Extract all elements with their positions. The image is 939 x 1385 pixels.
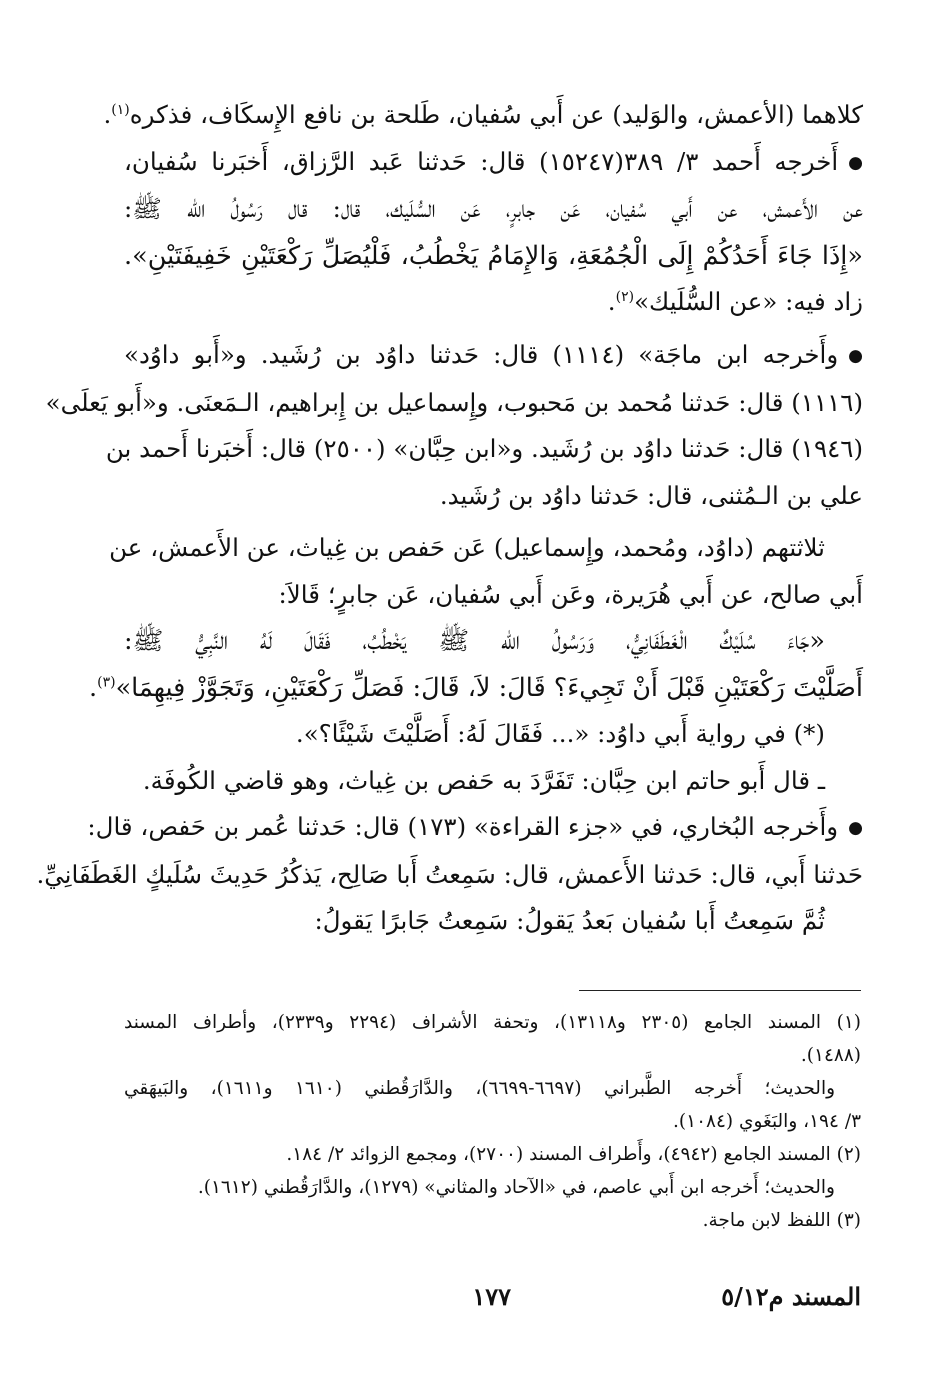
hadith-line: «جَاءَ سُلَيْكٌ الْغَطَفَانِيُّ، وَرَسُولُ الله ﷺ يَخْطُبُ، فَقَالَ لَهُ النَّبِيُّ ﷺ:: [124, 626, 825, 656]
main-text: [36, 92, 864, 945]
text-run: زاد فيه: «عن السُّلَيك»: [634, 287, 863, 317]
footnote-line: ٣/ ١٩٤، والبَغَوي (١٠٨٤).: [673, 1111, 861, 1132]
footnote-ref[interactable]: (٣): [97, 674, 116, 690]
text-line: ـ قال أَبو حاتم ابن حِبَّان: تَفَرَّدَ به حَفص بن غِياث، وهو قاضي الكُوفَة.: [142, 765, 825, 795]
footnote-separator: [579, 990, 861, 991]
bullet-icon: ●: [848, 152, 864, 173]
footnote-line: والحديث؛ أَخرجه الطَّبراني (٦٦٩٧-٦٦٩٩)، والدَّارَقُطني (١٦١٠ و١٦١١)، والبَيهَقي: [124, 1078, 836, 1099]
page-number: ١٧٧: [472, 1282, 511, 1311]
footnote-ref[interactable]: (٢): [615, 289, 635, 306]
footnote-line: والحديث؛ أَخرجه ابن أَبي عاصم، في «الآحاد والمثاني» (١٢٧٩)، والدَّارَقُطني (١٦١٢).: [197, 1177, 835, 1198]
text-line: (١٩٤٦) قال: حَدثنا داوُد بن رُشَيد. و«ابن حِبَّان» (٢٥٠٠) قال: أَخبَرنا أَحمد بن: [105, 434, 863, 463]
text-line: حَدثنا أَبي، قال: حَدثنا الأَعمش، قال: سَمِعتُ أَبا صَالِح، يَذكُرُ حَدِيثَ سُلَيكٍ الغَطَفَانِيِّ.: [36, 859, 863, 889]
text-line: [124, 332, 863, 380]
text-line: عن الأَعمش، عن أَبي سُفيان، عَن جابرٍ، عَن السُّلَيك، قال: قال رَسُولُ الله ﷺ:: [124, 194, 863, 224]
text-run: وأَخرجه ابن ماجَة» (١١١٤) قال: حَدثنا داوُد بن رُشَيد. و«أَبو داوُد»: [124, 339, 839, 369]
footnote-line: (٢) المسند الجامع (٤٩٤٢)، وأَطراف المسند (٢٧٠٠)، ومجمع الزوائد ٢/ ١٨٤.: [286, 1144, 861, 1165]
footnote-line: (١٤٨٨).: [800, 1045, 861, 1066]
signature-mark: المسند م٥/١٢: [721, 1282, 861, 1311]
text-run: أَخرجه أَحمد ٣/ ٣٨٩(١٥٢٤٧) قال: حَدثنا عَبد الرَّزاق، أَخبَرنا سُفيان،: [124, 146, 839, 176]
footnote-line: (١) المسند الجامع (٢٣٠٥ و١٣١١٨)، وتحفة الأشراف (٢٢٩٤ و٢٣٣٩)، وأطراف المسند: [124, 1012, 861, 1033]
text-run: أَصَلَّيْتَ رَكْعَتَيْنِ قَبْلَ أَنْ تَجِيءَ؟ قَالَ: لاَ، قَالَ: فَصَلِّ رَكْعَتَيْنِ، وَتَجَوَّزْ فِيهِمَا»: [115, 672, 863, 703]
footnote-ref[interactable]: (١): [111, 101, 130, 118]
text-line: (*) في رواية أَبي داوُد: «... فَقَالَ لَهُ: أَصَلَّيْتَ شَيْئًا؟».: [295, 719, 825, 748]
page-footer: [124, 1282, 861, 1322]
text-line: [124, 139, 863, 187]
bullet-icon: ●: [848, 346, 863, 366]
text-run: وأَخرجه البُخاري، في «جزء القراءة» (١٧٣) قال: حَدثنا عُمر بن حَفص، قال:: [87, 812, 839, 841]
text-line: [87, 804, 863, 852]
hadith-line: «إِذَا جَاءَ أَحَدُكُمْ إِلَى الْجُمُعَةِ، وَالإِمَامُ يَخْطُبُ، فَلْيُصَلِّ رَكْعَتَيْنِ خَفِيفَتَيْنِ».: [124, 240, 863, 271]
text-line: ثلاثتهم (داوُد، ومُحمد، وإِسماعيل) عَن حَفص بن غِياث، عن الأَعمش، عن: [109, 533, 825, 562]
text-line: كلاهما (الأعمش، والوَليد) عن أَبي سُفيان، طَلحة بن نافع الإِسكَاف، فذكره$^{(١)}$.: [103, 100, 863, 129]
text-run: كلاهما (الأعمش، والوَليد) عن أَبي سُفيان، طَلحة بن نافع الإِسكَاف، فذكره: [129, 100, 863, 129]
footnote-line: (٣) اللفظ لابن ماجة.: [702, 1210, 861, 1231]
text-line: زاد فيه: «عن السُّلَيك»$^{(٢)}$.: [607, 287, 863, 317]
hadith-line: أَصَلَّيْتَ رَكْعَتَيْنِ قَبْلَ أَنْ تَجِيءَ؟ قَالَ: لاَ، قَالَ: فَصَلِّ رَكْعَتَيْنِ، وَتَجَوَّزْ فِيهِمَا»$^{(٣)}$.: [89, 672, 863, 703]
bullet-icon: ●: [848, 818, 863, 839]
text-line: أَبي صالح، عن أَبي هُرَيرة، وعَن أَبي سُفيان، عَن جابرٍ؛ قَالاَ:: [278, 579, 863, 609]
text-line: (١١١٦) قال: حَدثنا مُحمد بن مَحبوب، وإِسماعيل بن إِبراهيم، الـمَعنَى. و«أَبو يَعلَى»: [45, 387, 863, 417]
footnotes: [124, 1006, 861, 1237]
text-line: ثُمَّ سَمِعتُ أَبا سُفيان بَعدُ يَقولُ: سَمِعتُ جَابرًا يَقولُ:: [314, 906, 825, 936]
text-line: علي بن الـمُثنى، قال: حَدثنا داوُد بن رُشَيد.: [439, 480, 863, 510]
